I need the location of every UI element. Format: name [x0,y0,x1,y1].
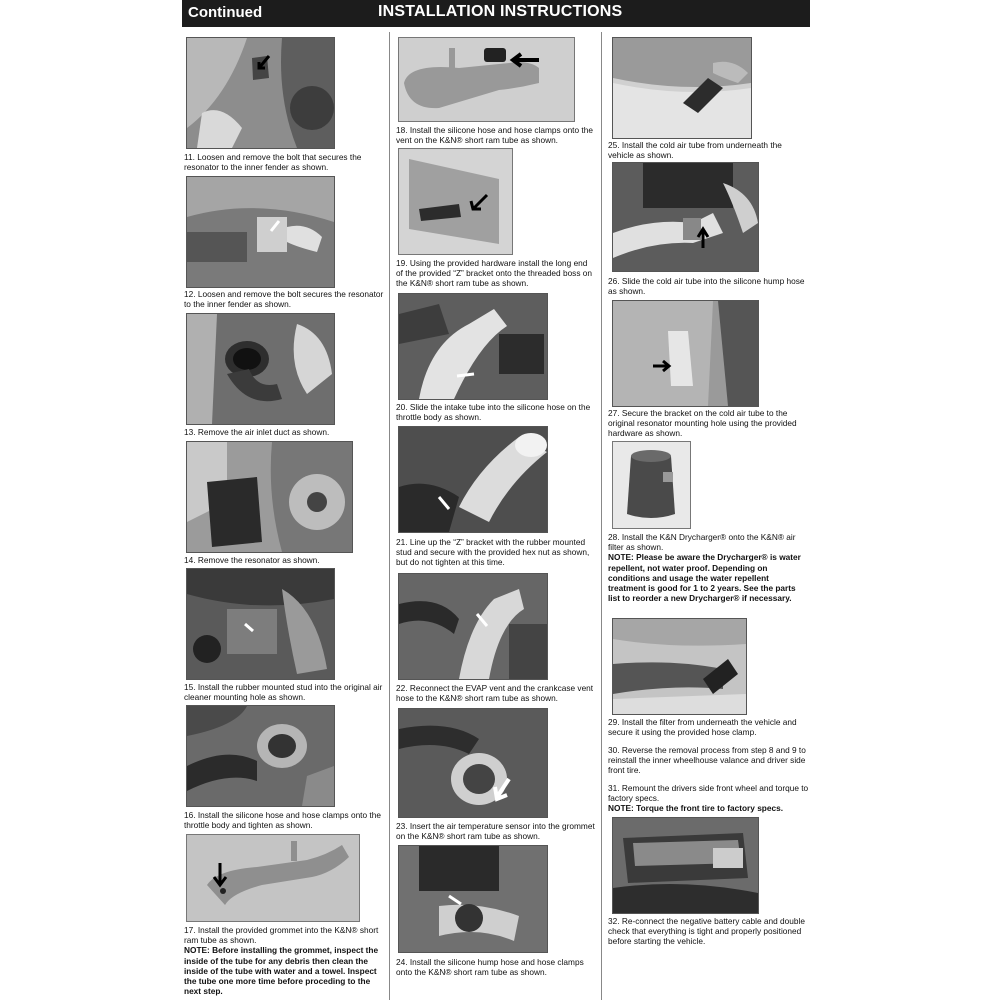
step-27-text: 27. Secure the bracket on the cold air tube to the original resonator mounting hole using the provided hardware as shown. [608,408,797,439]
step-27-caption [608,408,808,439]
step-21-text: 21. Line up the “Z” bracket with the rubber mounted stud and secure with the provided hex nut as shown, but do not tighten at this time. [396,537,590,568]
step-20-text: 20. Slide the intake tube into the silicone hose on the throttle body as shown. [396,402,591,423]
step-12-caption [184,289,384,309]
step-32-photo [612,817,759,914]
step-27-photo [612,300,759,407]
step-19-text: 19. Using the provided hardware install the long end of the provided “Z” bracket onto the threaded boss on the K&N® short ram tube as shown. [396,258,593,289]
step-25-caption [608,140,808,160]
step-25-photo [612,37,752,139]
step-15-photo [186,568,335,680]
step-31-caption [608,783,813,814]
step-18-caption [396,125,596,145]
step-26-text: 26. Slide the cold air tube into the silicone hump hose as shown. [608,276,805,297]
step-23-caption [396,821,596,841]
step-26-caption [608,276,808,296]
step-32-text: 32. Re-connect the negative battery cable and double check that everything is tight and properly positioned before starting the vehicle. [608,916,805,947]
page-title: INSTALLATION INSTRUCTIONS [378,3,623,20]
step-15-text: 15. Install the rubber mounted stud into the original air cleaner mounting hole as shown. [184,682,383,703]
column-divider-2 [601,32,602,1000]
step-11-caption [184,152,384,172]
step-17-text: 17. Install the provided grommet into the K&N® short ram tube as shown. [184,925,379,946]
step-28-photo [612,441,691,529]
step-15-caption [184,682,384,702]
step-24-text: 24. Install the silicone hump hose and hose clamps onto the K&N® short ram tube as shown. [396,957,584,978]
step-24-photo [398,845,548,953]
step-31-note: NOTE: Torque the front tire to factory specs. [608,803,784,814]
step-17-photo [186,834,360,922]
step-22-text: 22. Reconnect the EVAP vent and the crankcase vent hose to the K&N® short ram tube as shown. [396,683,594,704]
step-29-caption [608,717,808,737]
step-30-caption [608,745,813,776]
step-16-text: 16. Install the silicone hose and hose clamps onto the throttle body and tighten as shown. [184,810,381,831]
step-25-text: 25. Install the cold air tube from underneath the vehicle as shown. [608,140,782,161]
step-23-photo [398,708,548,818]
column-divider-1 [389,32,390,1000]
step-13-photo [186,313,335,425]
step-20-photo [398,293,548,400]
step-22-photo [398,573,548,680]
step-16-caption [184,810,384,830]
header-bar [182,0,810,27]
step-26-photo [612,162,759,272]
step-14-caption [184,555,384,565]
step-11-photo [186,37,335,149]
step-22-caption [396,683,596,703]
step-17-caption [184,925,389,996]
step-19-photo [398,148,513,255]
step-17-note: NOTE: Before installing the grommet, inspect the inside of the tube for any debris then clean the inside of the tube with water and a towel. Inspect the tube one more time before proceding to the next step. [184,945,379,997]
step-19-caption [396,258,596,289]
step-13-caption [184,427,384,437]
step-28-text: 28. Install the K&N Drycharger® onto the K&N® air filter as shown. [608,532,796,553]
step-13-text: 13. Remove the air inlet duct as shown. [184,427,330,437]
step-18-photo [398,37,575,122]
step-12-photo [186,176,335,288]
step-29-photo [612,618,747,715]
step-21-caption [396,537,596,568]
step-29-text: 29. Install the filter from underneath the vehicle and secure it using the provided hose clamp. [608,717,797,738]
step-18-text: 18. Install the silicone hose and hose clamps onto the vent on the K&N® short ram tube as shown. [396,125,593,146]
step-24-caption [396,957,596,977]
continued-label: Continued [188,4,263,21]
step-11-text: 11. Loosen and remove the bolt that secures the resonator to the inner fender as shown. [184,152,362,173]
step-20-caption [396,402,596,422]
step-30-text: 30. Reverse the removal process from step 8 and 9 to reinstall the inner wheelhouse valance and driver side front tire. [608,745,806,776]
step-14-text: 14. Remove the resonator as shown. [184,555,320,565]
step-31-text: 31. Remount the drivers side front wheel and torque to factory specs. [608,783,809,804]
step-21-photo [398,426,548,533]
step-12-text: 12. Loosen and remove the bolt secures the resonator to the inner fender as shown. [184,289,384,310]
step-28-caption [608,532,808,603]
step-28-note: NOTE: Please be aware the Drycharger® is water repellent, not water proof. Depending on conditions and usage the water repellent treatment is good for 1 to 2 years. See the parts list to reorder a new Drycharger® if necessary. [608,552,801,604]
step-16-photo [186,705,335,807]
step-23-text: 23. Insert the air temperature sensor into the grommet on the K&N® short ram tube as shown. [396,821,595,842]
step-32-caption [608,916,813,947]
step-14-photo [186,441,353,553]
